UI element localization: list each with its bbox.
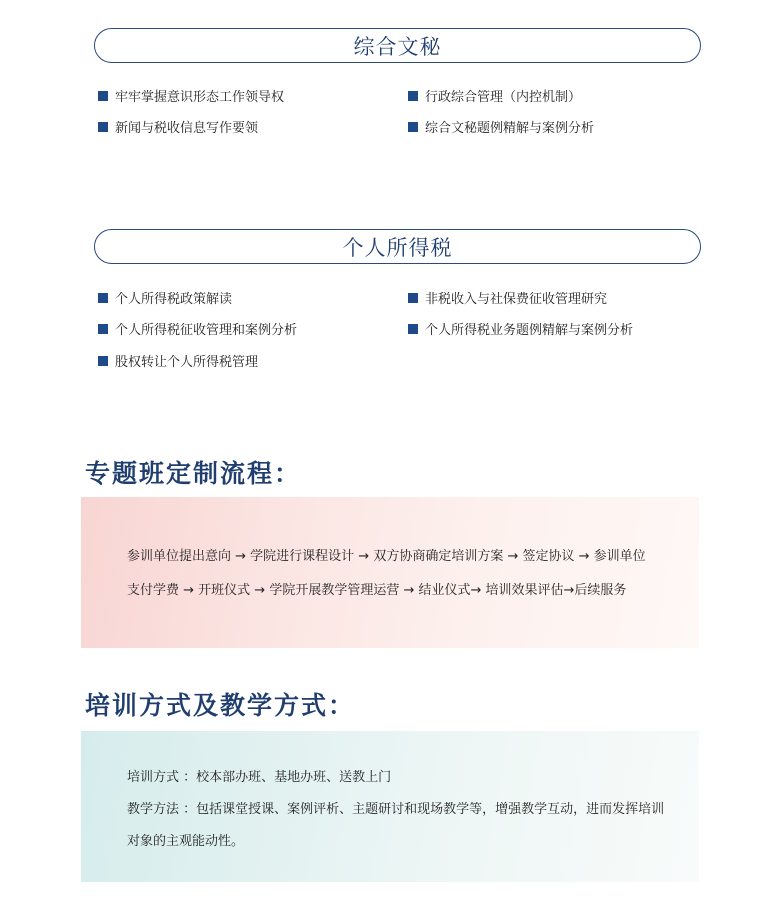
list-item [98, 351, 258, 370]
list-item-label: 行政综合管理（内控机制） [425, 90, 582, 105]
process-panel [81, 497, 699, 648]
process-text-line-1: 参训单位提出意向 → 学院进行课程设计 → 双方协商确定培训方案 → 签定协议 → 参训单位 [127, 549, 646, 564]
list-item-label: 个人所得税征收管理和案例分析 [115, 323, 298, 338]
section-title-text: 个人所得税 [342, 235, 453, 260]
methods-text-line-1: 培训方式 ：校本部办班、基地办班、送教上门 [127, 770, 392, 785]
list-item [98, 117, 258, 136]
methods-text-line-3: 对象的主观能动性。 [127, 834, 245, 849]
list-item [408, 86, 581, 105]
square-bullet-icon [98, 293, 108, 303]
list-item [98, 288, 232, 307]
list-item-label: 新闻与税收信息写作要领 [115, 121, 259, 136]
list-item [98, 86, 284, 105]
square-bullet-icon [98, 356, 108, 366]
list-item-label: 个人所得税业务题例精解与案例分析 [425, 323, 634, 338]
section-title-wenmi [94, 28, 701, 63]
list-item-label: 个人所得税政策解读 [115, 292, 233, 307]
section-title-income-tax [94, 229, 701, 264]
list-item [98, 319, 297, 338]
list-item [408, 288, 607, 307]
square-bullet-icon [408, 324, 418, 334]
list-item-label: 股权转让个人所得税管理 [115, 355, 259, 370]
section-title-text: 综合文秘 [353, 34, 442, 59]
list-item-label: 非税收入与社保费征收管理研究 [425, 292, 608, 307]
methods-heading: 培训方式及教学方式： [85, 691, 356, 720]
square-bullet-icon [98, 324, 108, 334]
square-bullet-icon [408, 91, 418, 101]
methods-panel [81, 731, 699, 882]
process-heading: 专题班定制流程： [85, 459, 302, 488]
square-bullet-icon [98, 91, 108, 101]
methods-text-line-2: 教学方法 ：包括课堂授课、案例评析、主题研讨和现场教学等，增强教学互动，进而发挥培训 [127, 802, 665, 817]
square-bullet-icon [98, 122, 108, 132]
process-text-line-2: 支付学费 → 开班仪式 → 学院开展教学管理运营 → 结业仪式→ 培训效果评估→后续服务 [127, 583, 627, 598]
list-item-label: 牢牢掌握意识形态工作领导权 [115, 90, 285, 105]
list-item-label: 综合文秘题例精解与案例分析 [425, 121, 595, 136]
list-item [408, 319, 633, 338]
square-bullet-icon [408, 293, 418, 303]
list-item [408, 117, 594, 136]
square-bullet-icon [408, 122, 418, 132]
